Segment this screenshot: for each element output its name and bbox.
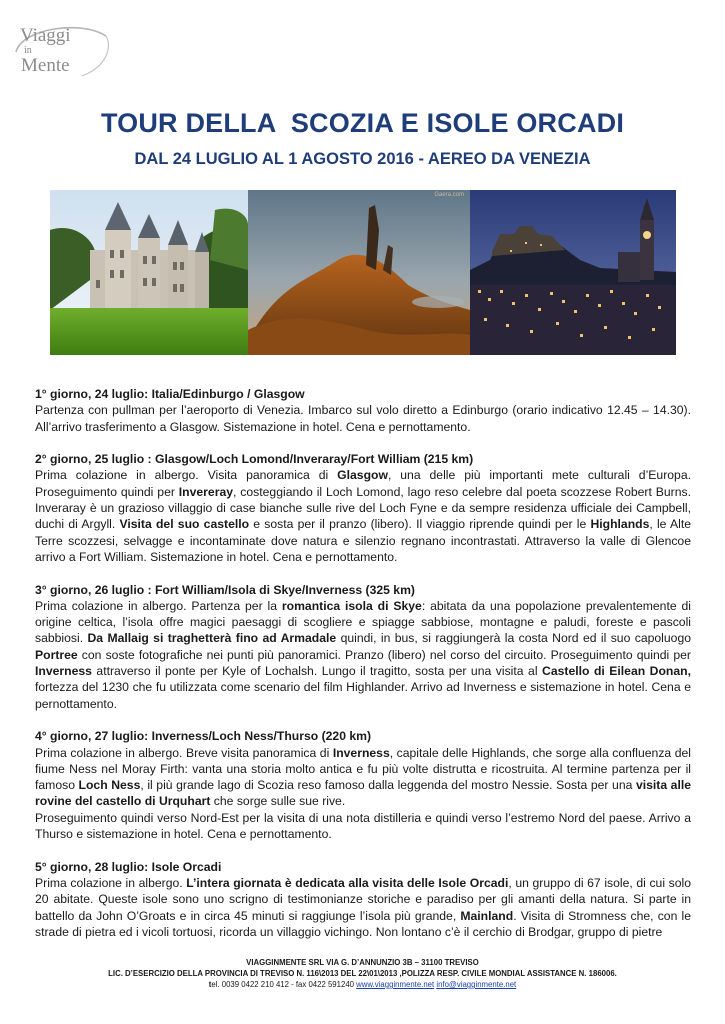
day-section <box>35 859 691 940</box>
footer-email-link[interactable]: info@viagginmente.net <box>436 980 517 989</box>
highlight-text: Visita del suo castello <box>119 517 250 532</box>
body-text: , un gruppo di 67 isole, di cui solo 20 abitate. Queste isole sono uno scrigno di testimonianze storiche e paradiso per gli amanti della natura. Si parte in battello da John O’Groats e in circa 45 minuti si raggiunge l’isola più grande, <box>35 875 691 923</box>
body-text: Partenza con pullman per l’aeroporto di Venezia. Imbarco sul volo diretto a Edinburgo (orario indicativo 12.45 – 14.30). All’arrivo trasferimento a Glasgow. Sistemazione in hotel. Cena e pernottamento. <box>35 403 691 434</box>
day-header: 2° giorno, 25 luglio : Glasgow/Loch Lomond/Inveraray/Fort William (215 km) <box>35 452 474 467</box>
edinburgh-night-photo <box>470 190 676 355</box>
page-subtitle: DAL 24 LUGLIO AL 1 AGOSTO 2016 - AEREO DA VENEZIA <box>134 150 591 168</box>
day-section <box>35 582 691 712</box>
highlight-text: visita alle rovine del castello di Urquhart <box>35 778 692 809</box>
highlight-text: L’intera giornata è dedicata alla visita delle Isole Orcadi <box>186 875 509 890</box>
logo-text-line1: Viaggi <box>20 25 71 46</box>
day-description <box>35 598 691 712</box>
day-section <box>35 451 691 565</box>
highlight-text: Da Mallaig si traghetterà fino ad Armadale <box>87 631 337 646</box>
body-text: , le Alte Terre scozzesi, selvagge e incontaminate dove natura e silenzio regnano incontrastati. Attraverso la valle di Glencoe arrivo a Fort William. Sistemazione in hotel. Cena e pernottamento. <box>35 517 692 564</box>
day-section <box>35 728 691 842</box>
highlight-text: Mainland <box>460 908 514 923</box>
highlight-text: Inverness <box>332 745 390 760</box>
day-header: 5° giorno, 28 luglio: Isole Orcadi <box>35 859 222 874</box>
body-text: Prima colazione in albergo. <box>35 875 187 890</box>
body-text: Prima colazione in albergo. Visita panoramica di <box>35 468 338 483</box>
body-text: . Visita di Stromness che, con le strade di pietra ed i vicoli tortuosi, ricorda un villaggio vichingo. Non lontano c’è il cerchio di Brodgar, gruppo di pietre <box>35 908 691 939</box>
day-header: 4° giorno, 27 luglio: Inverness/Loch Ness/Thurso (220 km) <box>35 729 372 744</box>
footer-license-line: LIC. D’ESERCIZIO DELLA PROVINCIA DI TREVISO N. 116\2013 DEL 22\01\2013 ,POLIZZA RESP. CIVILE MONDIAL ASSISTANCE N. 186006. <box>108 969 617 978</box>
photo-credit: Gaera.com <box>434 192 464 198</box>
highlight-text: romantica isola di Skye <box>281 598 422 613</box>
itinerary <box>35 386 691 956</box>
body-text: , capitale delle Highlands, che sorge alla confluenza del fiume Ness nel Moray Firth: vanta una storia molto antica e fu più volte distrutta e ricostruita. Al termine partenza per il famoso <box>35 745 691 793</box>
body-text: , costeggiando il Loch Lomond, lago reso celebre dal poeta scozzese Robert Burns. Inveraray è un grazioso villaggio di case bianche sulle rive del Loch Fyne e da sempre residenza ufficiale dei Campbell, duchi di Argyll. <box>35 484 691 532</box>
day-description <box>35 402 691 435</box>
day-header: 3° giorno, 26 luglio : Fort William/Isola di Skye/Inverness (325 km) <box>35 582 415 597</box>
logo-text-line2: in <box>24 45 32 56</box>
footer <box>0 957 725 990</box>
day-description <box>35 875 691 940</box>
day-section <box>35 386 691 435</box>
day-header: 1° giorno, 24 luglio: Italia/Edinburgo / Glasgow <box>35 387 305 401</box>
body-text: , una delle più importanti mete culturali d’Europa. Proseguimento quindi per <box>35 468 691 499</box>
body-text: attraverso il ponte per Kyle of Lochalsh. Lungo il tragitto, sosta per una visita al <box>91 664 543 679</box>
highlight-text: Highlands <box>590 517 650 532</box>
footer-tel-prefix: t <box>208 980 212 989</box>
body-text: Prima colazione in albergo. Breve visita panoramica di <box>35 745 333 760</box>
highlight-text: Inverness <box>35 664 92 679</box>
footer-company-line: VIAGGINMENTE SRL VIA G. D’ANNUNZIO 3B – 31100 TREVISO <box>246 958 479 967</box>
body-text: con soste fotografiche nei punti più panoramici. Pranzo (libero) nel corso del circuito. Proseguimento quindi per <box>77 647 691 662</box>
footer-website-link[interactable]: www.viagginmente.net <box>356 980 435 989</box>
highlight-text: Loch Ness <box>78 778 141 793</box>
mountains-photo <box>248 190 470 355</box>
body-text: : abitata da una popolazione prevalentemente di origine celtica, l’isola offre magici paesaggi di scogliere e spiagge sabbiose, montagne e paludi, foreste e pascoli sabbiosi. <box>35 598 691 646</box>
highlight-text: Glasgow <box>337 468 388 483</box>
body-text: fortezza del 1230 che fu utilizzata come scenario del film Highlander. Arrivo ad Inverness e sistemazione in hotel. Cena e pernottamento. <box>35 680 691 711</box>
body-text: Prima colazione in albergo. Partenza per la <box>35 598 282 613</box>
highlight-text: Invereray <box>178 484 234 499</box>
highlight-text: Portree <box>35 647 78 662</box>
body-text: e sosta per il pranzo (libero). Il viaggio riprende quindi per le <box>249 517 591 532</box>
day-description <box>35 745 691 843</box>
footer-tel-fax: el. 0039 0422 210 412 - fax 0422 591240 <box>211 980 357 989</box>
highlight-text: Castello di Eilean Donan, <box>542 664 691 679</box>
footer-contact-line <box>0 979 725 990</box>
castle-photo <box>50 190 248 355</box>
body-text: , il più grande lago di Scozia reso famoso dalla leggenda del mostro Nessie. Sosta per una <box>140 778 636 793</box>
day-description <box>35 467 691 565</box>
body-text: Proseguimento quindi verso Nord-Est per la visita di una nota distilleria e quindi verso l’estremo Nord del paese. Arrivo a Thurso e sistemazione in hotel. Cena e pernottamento. <box>35 810 691 842</box>
body-text: che sorge sulle sue rive. <box>210 794 346 809</box>
body-text: quindi, in bus, si raggiungerà la costa Nord ed il suo capoluogo <box>336 631 691 646</box>
page-title: TOUR DELLA SCOZIA E ISOLE ORCADI <box>100 108 625 138</box>
logo <box>12 22 112 82</box>
logo-text-line3: Mente <box>21 55 70 76</box>
